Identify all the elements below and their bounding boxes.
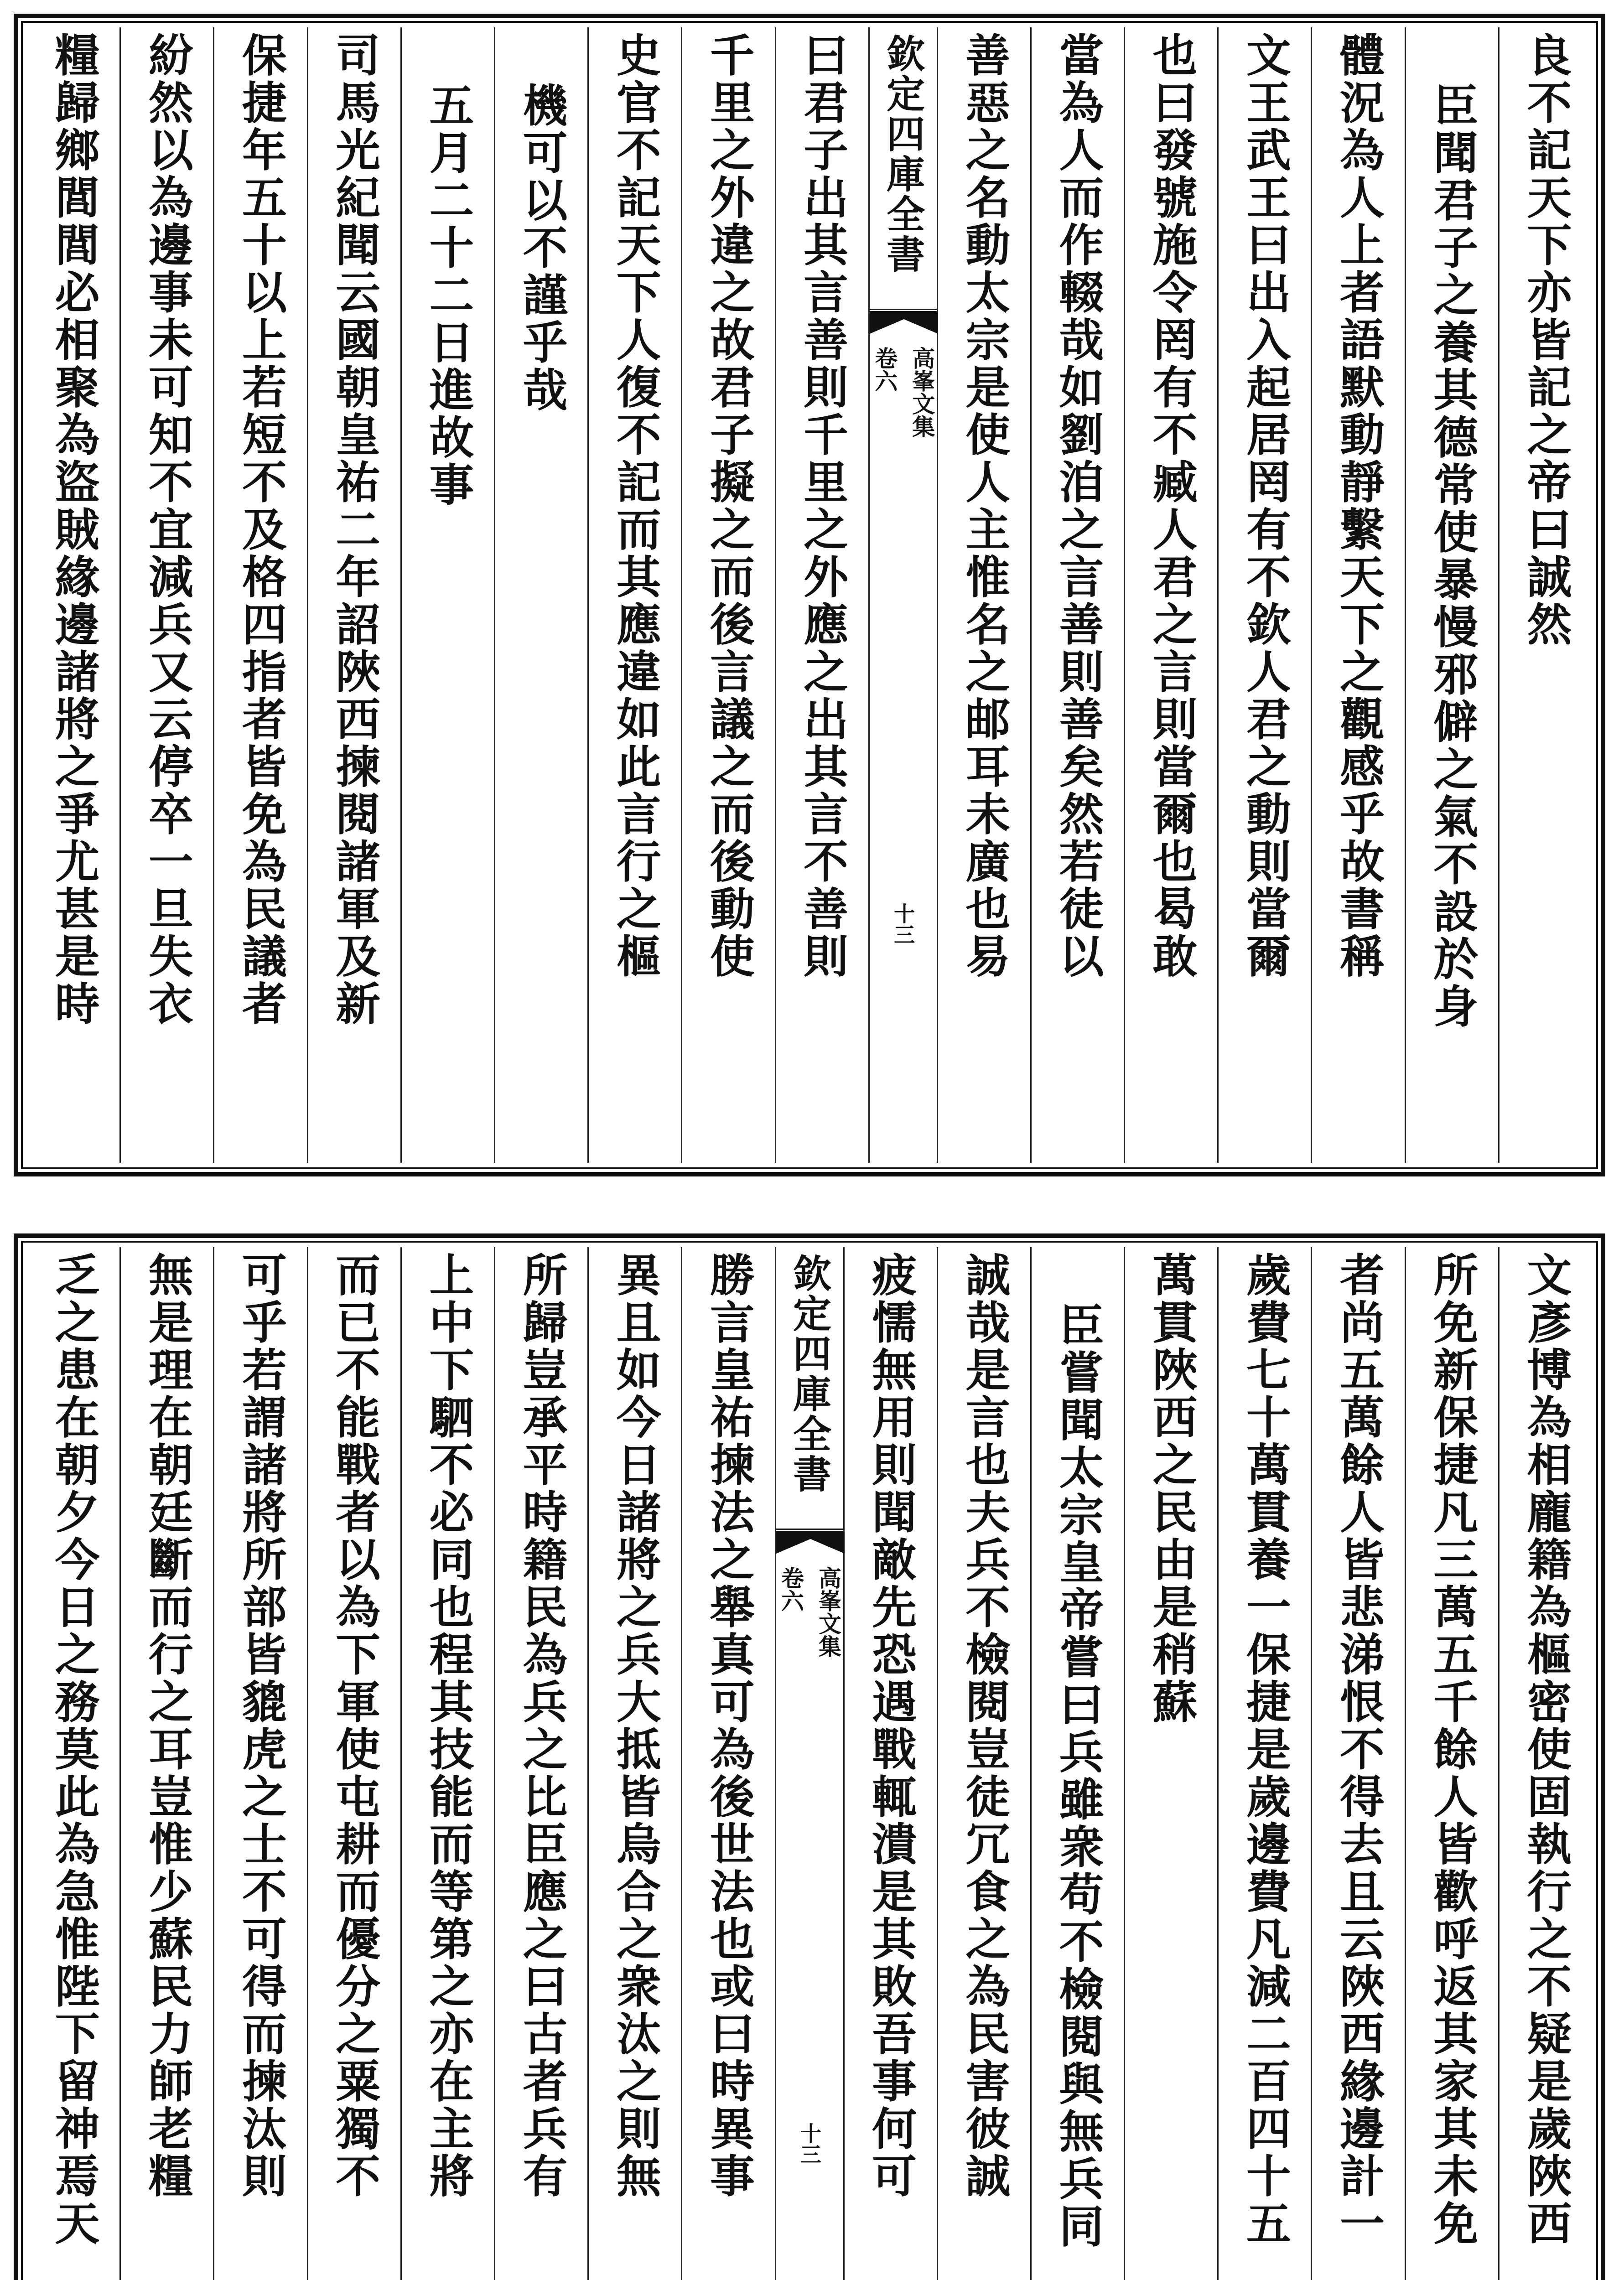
text-column: [937, 27, 1030, 1163]
text-column: [843, 1247, 937, 2280]
center-fold: [868, 27, 937, 1163]
column-text: 史官不記天下人復不記而其應違如此言行之樞: [609, 32, 662, 980]
column-text: 曰君子出其言善則千里之外應之出其言不善則: [796, 32, 849, 980]
center-title: [776, 1247, 843, 1530]
column-text: 者尚五萬餘人皆悲涕恨不得去且云陜西緣邊計一: [1332, 1252, 1385, 2248]
text-column: [681, 27, 774, 1163]
top-page: [14, 14, 1605, 1176]
text-column: [400, 1247, 494, 2280]
column-text: 歲費七十萬貫養一保捷是歲邊費凡減二百四十五: [1239, 1252, 1292, 2248]
text-column: [119, 27, 213, 1163]
text-column: [1498, 1247, 1592, 2280]
top-page-columns: [27, 27, 1592, 1163]
column-text: 良不記天下亦皆記之帝曰誠然: [1519, 32, 1572, 648]
bottom-page-columns: [27, 1247, 1592, 2280]
column-text: 五月二十二日進故事: [421, 82, 474, 509]
center-title-text: 欽定四庫全書: [880, 34, 926, 275]
text-column: [307, 27, 400, 1163]
text-column: [307, 1247, 400, 2280]
text-column: [494, 27, 587, 1163]
text-column: [400, 27, 494, 1163]
volume-label: [870, 347, 937, 438]
fishtail-mark-icon: [776, 1531, 845, 1558]
text-column: [119, 1247, 213, 2280]
text-column: [213, 27, 306, 1163]
column-text: 紛然以為邊事未可知不宜減兵又云停卒一旦失衣: [141, 32, 194, 1028]
text-column: [1311, 27, 1404, 1163]
column-text: 萬貫陜西之民由是稍蘇: [1145, 1252, 1198, 1726]
text-column: [1405, 27, 1498, 1163]
column-text: 體況為人上者語默動靜繫天下之觀感乎故書稱: [1332, 32, 1385, 980]
text-column: [1124, 1247, 1217, 2280]
column-text: 糧歸鄉閭閭必相聚為盜賊緣邊諸將之爭尤甚是時: [47, 32, 100, 1028]
bottom-page: [14, 1233, 1605, 2280]
column-text: 司馬光紀聞云國朝皇祐二年詔陜西揀閱諸軍及新: [328, 32, 381, 1028]
text-column: [1405, 1247, 1498, 2280]
column-text: 所免新保捷凡三萬五千餘人皆歡呼返其家其未免: [1426, 1252, 1479, 2248]
volume-title: 高峯文集: [908, 347, 936, 438]
volume-title: 高峯文集: [815, 1566, 842, 1658]
text-column: [27, 27, 119, 1163]
column-text: 可乎若謂諸將所部皆貔虎之士不可得而揀汰則: [234, 1252, 287, 2200]
column-text: 也曰發號施令罔有不臧人君之言則當爾也曷敢: [1145, 32, 1198, 980]
text-column: [27, 1247, 119, 2280]
column-text: 文王武王曰出入起居罔有不欽人君之動則當爾: [1239, 32, 1292, 980]
column-text: 臣嘗聞太宗皇帝嘗曰兵雖衆苟不檢閱與無兵同: [1051, 1302, 1104, 2250]
volume-number: 卷六: [778, 1566, 804, 1612]
column-text: 所歸豈承平時籍民為兵之比臣應之曰古者兵有: [515, 1252, 568, 2200]
text-column: [1217, 1247, 1311, 2280]
center-title-text: 欽定四庫全書: [787, 1254, 832, 1494]
text-column: [494, 1247, 587, 2280]
column-text: 保捷年五十以上若短不及格四指者皆免為民議者: [234, 32, 287, 1028]
leaf-number: 十三: [797, 2123, 822, 2165]
column-text: 異且如今日諸將之兵大抵皆烏合之衆汰之則無: [609, 1252, 662, 2200]
text-column: [937, 1247, 1030, 2280]
column-text: 當為人而作輟哉如劉洎之言善則善矣然若徒以: [1051, 32, 1104, 980]
text-column: [1030, 1247, 1124, 2280]
column-text: 臣聞君子之養其德常使暴慢邪僻之氣不設於身: [1426, 82, 1479, 1031]
text-column: [587, 1247, 681, 2280]
leaf-number: 十三: [891, 903, 916, 945]
text-column: [1311, 1247, 1404, 2280]
column-text: 上中下駟不必同也程其技能而等第之亦在主將: [421, 1252, 474, 2200]
column-text: 機可以不謹乎哉: [515, 82, 568, 414]
fishtail-mark-icon: [870, 311, 938, 338]
center-fold: [775, 1247, 843, 2280]
text-column: [1217, 27, 1311, 1163]
text-column: [1030, 27, 1124, 1163]
column-text: 文彥博為相龐籍為樞密使固執行之不疑是歲陜西: [1519, 1252, 1572, 2248]
column-text: 無是理在朝廷斷而行之耳豈惟少蘇民力師老糧: [141, 1252, 194, 2200]
column-text: 而已不能戰者以為下軍使屯耕而優分之粟獨不: [328, 1252, 381, 2200]
volume-number: 卷六: [871, 347, 898, 392]
text-column: [213, 1247, 306, 2280]
text-column: [1124, 27, 1217, 1163]
column-text: 千里之外違之故君子擬之而後言議之而後動使: [702, 32, 755, 980]
text-column: [681, 1247, 774, 2280]
column-text: 乏之患在朝夕今日之務莫此為急惟陛下留神焉天: [47, 1252, 100, 2248]
text-column: [775, 27, 868, 1163]
column-text: 善惡之名動太宗是使人主惟名之邮耳未廣也易: [958, 32, 1011, 980]
column-text: 誠哉是言也夫兵不檢閱豈徒冗食之為民害彼誠: [958, 1252, 1011, 2200]
text-column: [1498, 27, 1592, 1163]
volume-label: [776, 1566, 843, 1658]
text-column: [587, 27, 681, 1163]
column-text: 疲懦無用則聞敵先恐遇戰輒潰是其敗吾事何可: [864, 1252, 917, 2200]
column-text: 勝言皇祐揀法之舉真可為後世法也或曰時異事: [702, 1252, 755, 2200]
center-title: [870, 27, 937, 310]
